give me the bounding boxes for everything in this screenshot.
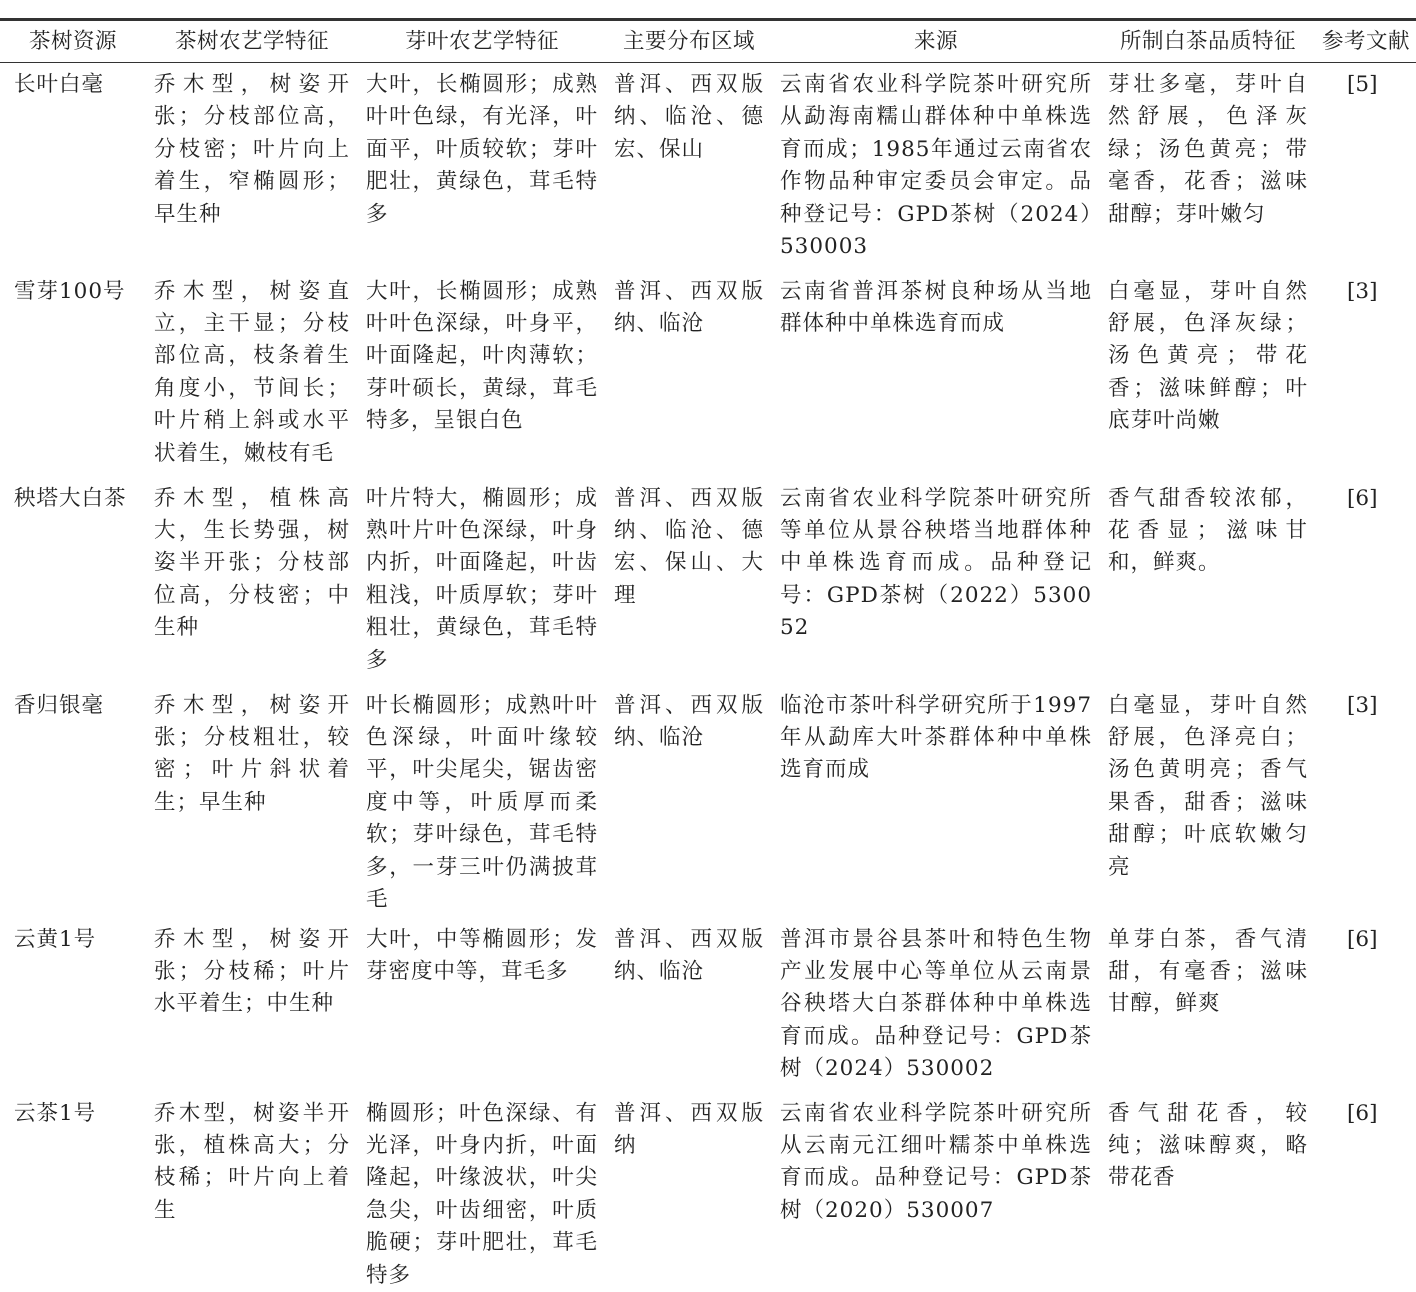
cell-tree-traits: 乔木型，树姿开张；分枝稀；叶片水平着生；中生种 bbox=[154, 926, 350, 1017]
tea-cultivar-table bbox=[0, 18, 1416, 1292]
table-row bbox=[0, 918, 1416, 1092]
cell-tree-traits: 乔木型，树姿开张；分枝部位高，分枝密；叶片向上着生，窄椭圆形；早生种 bbox=[154, 72, 350, 227]
cell-resource: 云黄1号 bbox=[14, 926, 97, 952]
cell-reference: [3] bbox=[1347, 692, 1378, 718]
table-row bbox=[0, 477, 1416, 684]
cell-leaf-traits: 大叶，中等椭圆形；发芽密度中等，茸毛多 bbox=[366, 926, 598, 984]
cell-source: 云南省农业科学院茶叶研究所从勐海南糯山群体种中单株选育而成；1985年通过云南省农作物品种审定委员会审定。品种登记号：GPD茶树（2024）530003 bbox=[780, 72, 1092, 260]
cell-resource: 雪芽100号 bbox=[14, 278, 126, 304]
cell-region: 普洱、西双版纳、临沧、德宏、保山 bbox=[614, 72, 764, 162]
cell-resource: 秧塔大白茶 bbox=[14, 485, 127, 511]
cell-quality: 白毫显，芽叶自然舒展，色泽灰绿；汤色黄亮；带花香；滋味鲜醇；叶底芽叶尚嫩 bbox=[1108, 278, 1308, 434]
cell-tree-traits: 乔木型，植株高大，生长势强，树姿半开张；分枝部位高，分枝密；中生种 bbox=[154, 485, 350, 641]
cell-source: 云南省农业科学院茶叶研究所从云南元江细叶糯茶中单株选育而成。品种登记号：GPD茶树（2020）530007 bbox=[780, 1100, 1092, 1223]
cell-reference: [6] bbox=[1347, 926, 1378, 952]
cell-leaf-traits: 大叶，长椭圆形；成熟叶叶色绿，有光泽，叶面平，叶质较软；芽叶肥壮，黄绿色，茸毛特多 bbox=[366, 72, 598, 227]
cell-source: 普洱市景谷县茶叶和特色生物产业发展中心等单位从云南景谷秧塔大白茶群体种中单株选育而成。品种登记号：GPD茶树（2024）530002 bbox=[780, 926, 1092, 1082]
cell-region: 普洱、西双版纳、临沧、德宏、保山、大理 bbox=[614, 485, 764, 608]
cell-region: 普洱、西双版纳 bbox=[614, 1100, 764, 1158]
cell-source: 云南省农业科学院茶叶研究所等单位从景谷秧塔当地群体种中单株选育而成。品种登记号：GPD茶树（2022）530052 bbox=[780, 485, 1092, 641]
table-row bbox=[0, 270, 1416, 477]
column-header-leaf-traits: 芽叶农艺学特征 bbox=[404, 29, 559, 54]
cell-reference: [6] bbox=[1347, 485, 1378, 511]
cell-region: 普洱、西双版纳、临沧 bbox=[614, 692, 764, 750]
cell-reference: [3] bbox=[1347, 278, 1378, 304]
cell-leaf-traits: 椭圆形；叶色深绿、有光泽，叶身内折，叶面隆起，叶缘波状，叶尖急尖，叶齿细密，叶质脆硬；芽叶肥壮，茸毛特多 bbox=[366, 1100, 598, 1288]
column-header-quality: 所制白茶品质特征 bbox=[1119, 29, 1296, 54]
column-header-region: 主要分布区域 bbox=[622, 29, 755, 54]
cell-resource: 长叶白毫 bbox=[14, 72, 105, 97]
cell-leaf-traits: 大叶，长椭圆形；成熟叶叶色深绿，叶身平，叶面隆起，叶肉薄软；芽叶硕长，黄绿，茸毛特多，呈银白色 bbox=[366, 278, 598, 434]
cell-region: 普洱、西双版纳、临沧 bbox=[614, 278, 764, 336]
cell-quality: 单芽白茶，香气清甜，有毫香；滋味甘醇，鲜爽 bbox=[1108, 926, 1308, 1017]
cell-leaf-traits: 叶长椭圆形；成熟叶叶色深绿，叶面叶缘较平，叶尖尾尖，锯齿密度中等，叶质厚而柔软；芽叶绿色，茸毛特多，一芽三叶仍满披茸毛 bbox=[366, 692, 598, 912]
cell-reference: [5] bbox=[1347, 72, 1378, 97]
column-header-tree-traits: 茶树农艺学特征 bbox=[174, 29, 329, 54]
cell-region: 普洱、西双版纳、临沧 bbox=[614, 926, 764, 984]
cell-tree-traits: 乔木型，树姿直立，主干显；分枝部位高，枝条着生角度小，节间长；叶片稍上斜或水平状着生，嫩枝有毛 bbox=[154, 278, 350, 466]
cell-resource: 香归银毫 bbox=[14, 692, 105, 718]
cell-source: 临沧市茶叶科学研究所于1997年从勐库大叶茶群体种中单株选育而成 bbox=[780, 692, 1092, 783]
cell-source: 云南省普洱茶树良种场从当地群体种中单株选育而成 bbox=[780, 278, 1092, 336]
column-header-source: 来源 bbox=[913, 29, 958, 54]
cell-quality: 香气甜花香，较纯；滋味醇爽，略带花香 bbox=[1108, 1100, 1308, 1191]
cell-resource: 云茶1号 bbox=[14, 1100, 97, 1126]
table-row bbox=[0, 1092, 1416, 1292]
table-row bbox=[0, 63, 1416, 270]
cell-reference: [6] bbox=[1347, 1100, 1378, 1126]
cell-quality: 芽壮多毫，芽叶自然舒展，色泽灰绿；汤色黄亮；带毫香，花香；滋味甜醇；芽叶嫩匀 bbox=[1108, 72, 1308, 227]
table-header-row bbox=[0, 20, 1416, 63]
cell-quality: 白毫显，芽叶自然舒展，色泽亮白；汤色黄明亮；香气果香，甜香；滋味甜醇；叶底软嫩匀亮 bbox=[1108, 692, 1308, 880]
cell-leaf-traits: 叶片特大，椭圆形；成熟叶片叶色深绿，叶身内折，叶面隆起，叶齿粗浅，叶质厚软；芽叶粗壮，黄绿色，茸毛特多 bbox=[366, 485, 598, 673]
cell-tree-traits: 乔木型，树姿开张；分枝粗壮，较密；叶片斜状着生；早生种 bbox=[154, 692, 350, 815]
cell-quality: 香气甜香较浓郁，花香显；滋味甘和，鲜爽。 bbox=[1108, 485, 1308, 576]
column-header-resource: 茶树资源 bbox=[28, 29, 117, 54]
table-row bbox=[0, 684, 1416, 918]
column-header-reference: 参考文献 bbox=[1322, 29, 1411, 54]
cell-tree-traits: 乔木型，树姿半开张，植株高大；分枝稀；叶片向上着生 bbox=[154, 1100, 350, 1223]
